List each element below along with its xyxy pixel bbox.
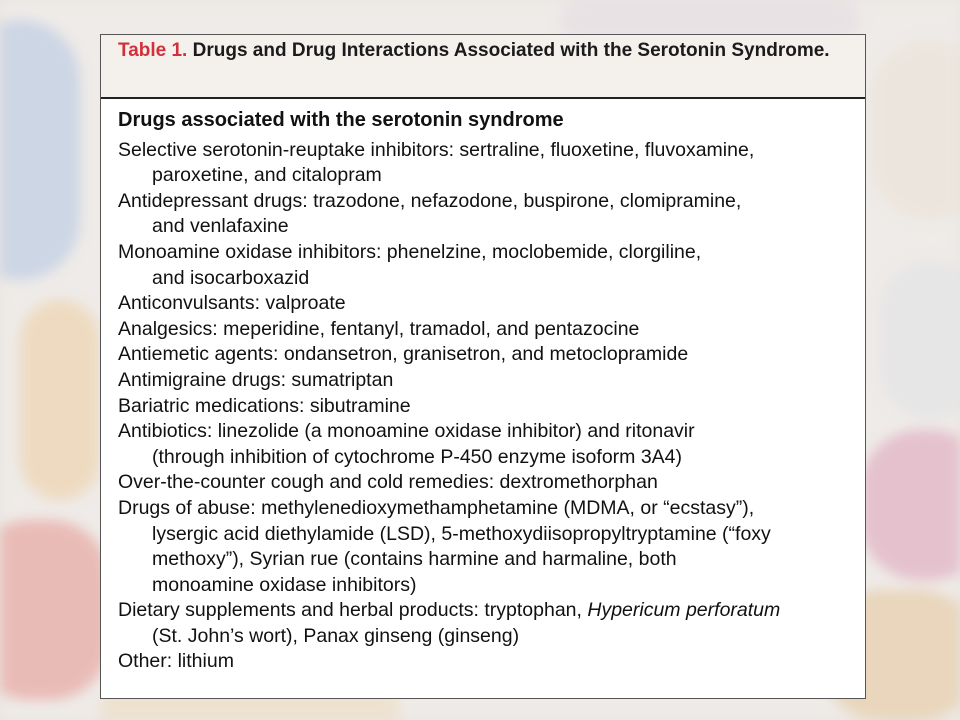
entry-italic-text: Hypericum perforatum bbox=[587, 599, 781, 622]
table-row: Antidepressant drugs: trazodone, nefazodone, buspirone, clomipramine, and venlafaxine bbox=[118, 189, 742, 238]
table-title: Drugs and Drug Interactions Associated with the Serotonin Syndrome. bbox=[192, 40, 830, 61]
table-body bbox=[101, 99, 865, 675]
drug-table-card bbox=[100, 34, 866, 699]
table-row: Monoamine oxidase inhibitors: phenelzine, moclobemide, clorgiline, and isocarboxazid bbox=[118, 240, 702, 289]
table-row: Analgesics: meperidine, fentanyl, tramadol, and pentazocine bbox=[118, 317, 640, 340]
entry-text: Dietary supplements and herbal products: tryptophan, bbox=[118, 599, 588, 622]
table-row: Other: lithium bbox=[118, 650, 234, 673]
table-row: Antimigraine drugs: sumatriptan bbox=[118, 368, 394, 391]
table-row: Antibiotics: linezolide (a monoamine oxidase inhibitor) and ritonavir (through inhibition of cytochrome P-450 enzyme isoform 3A4) bbox=[118, 420, 695, 468]
table-header bbox=[101, 35, 865, 99]
table-row: Anticonvulsants: valproate bbox=[118, 292, 346, 315]
table-row: Bariatric medications: sibutramine bbox=[118, 394, 411, 417]
table-row: Over-the-counter cough and cold remedies: dextromethorphan bbox=[118, 471, 658, 494]
table-row: Antiemetic agents: ondansetron, granisetron, and metoclopramide bbox=[118, 343, 689, 366]
table-row: Selective serotonin-reuptake inhibitors: sertraline, fluoxetine, fluvoxamine, paroxetine, and citalopram bbox=[118, 138, 755, 187]
section-title: Drugs associated with the serotonin syndrome bbox=[118, 109, 564, 131]
entry-text: (St. John’s wort), Panax ginseng (ginseng) bbox=[152, 624, 520, 647]
table-row: Drugs of abuse: methylenedioxymethamphetamine (MDMA, or “ecstasy”), lysergic acid diethylamide (LSD), 5-methoxydiisopropyltryptamine (“foxy methoxy”), Syrian rue (contains harmine and harmaline, both monoamine oxidase inhibitors) bbox=[118, 496, 771, 596]
table-row bbox=[118, 598, 855, 649]
table-number: Table 1. bbox=[118, 40, 188, 61]
